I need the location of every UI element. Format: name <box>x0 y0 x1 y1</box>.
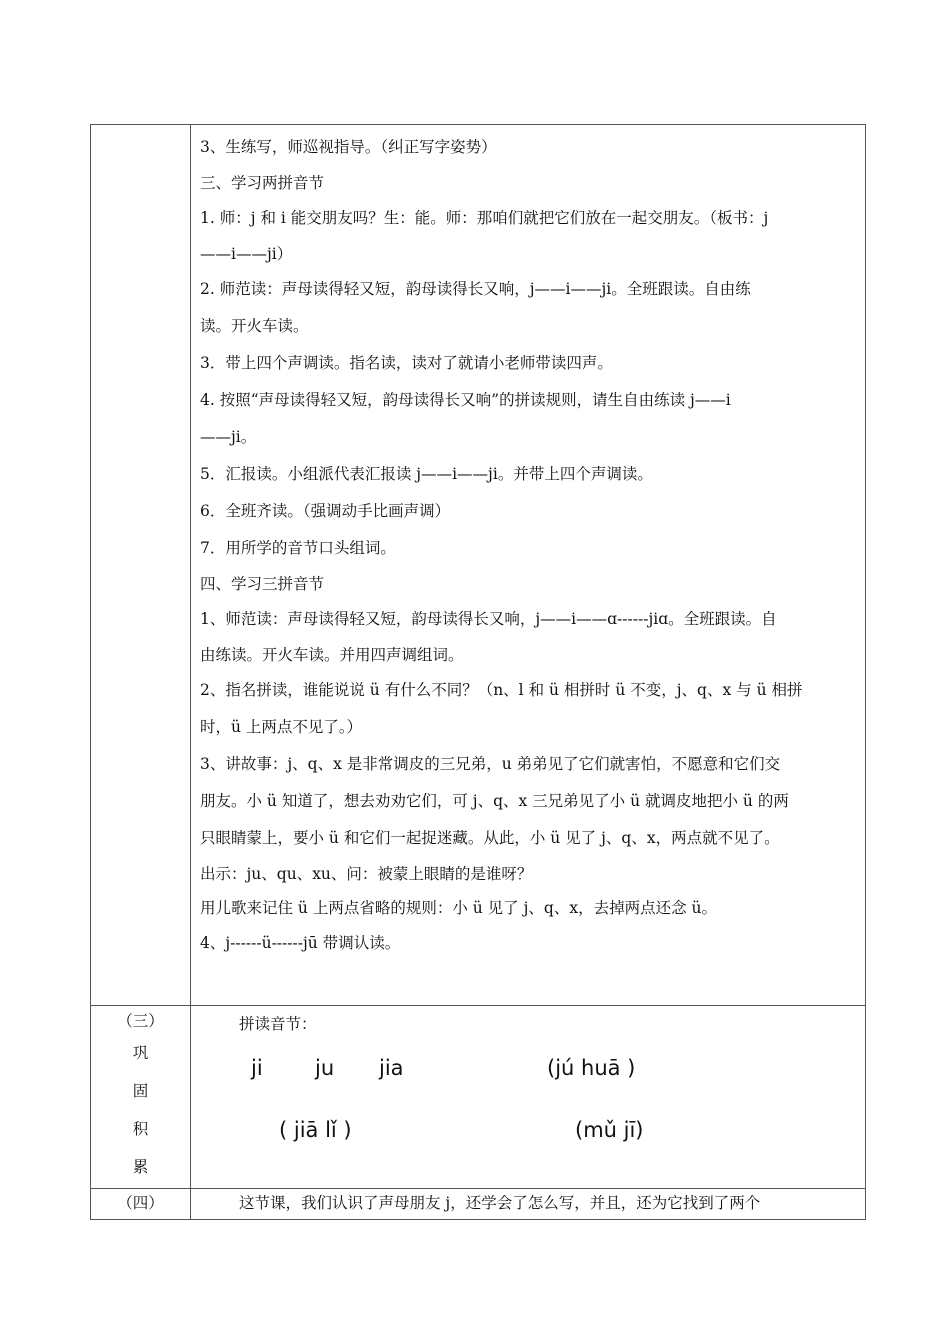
syllable: (jú huā ) <box>547 1056 636 1080</box>
left-label-cell <box>91 125 191 1006</box>
content-line: 3、讲故事：j、q、x 是非常调皮的三兄弟，u 弟弟见了它们就害怕，不愿意和它们交 <box>200 755 781 773</box>
lesson-plan-table <box>90 124 866 1220</box>
syllable: ji <box>251 1056 263 1080</box>
content-line: 5．汇报读。小组派代表汇报读 j——i——ji。并带上四个声调读。 <box>200 465 653 483</box>
syllable: ( jiā lǐ ) <box>279 1118 352 1142</box>
syllable: (mǔ jī) <box>575 1118 644 1142</box>
content-line: 四、学习三拼音节 <box>200 575 325 593</box>
content-line: 3．带上四个声调读。指名读，读对了就请小老师带读四声。 <box>200 354 613 372</box>
content-line: 由练读。开火车读。并用四声调组词。 <box>200 646 464 664</box>
content-line: 朋友。小 ü 知道了，想去劝劝它们，可 j、q、x 三兄弟见了小 ü 就调皮地把小 ü 的两 <box>200 792 789 810</box>
content-line: ——i——ji） <box>200 245 293 263</box>
content-line: 三、学习两拼音节 <box>200 174 325 192</box>
content-line: 1. 师：j 和 i 能交朋友吗？生：能。师：那咱们就把它们放在一起交朋友。（板书：j <box>200 209 769 227</box>
content-line: 时，ü 上两点不见了。） <box>200 718 363 736</box>
consolidation-label-cell <box>91 1006 191 1189</box>
consolidation-content-cell <box>191 1006 866 1189</box>
syllable: ju <box>315 1056 335 1080</box>
content-line: 4、j------ü------jū 带调认读。 <box>200 934 401 952</box>
pindu-heading: 拼读音节： <box>239 1015 317 1033</box>
content-line: 读。开火车读。 <box>200 317 309 335</box>
label-char: 积 <box>132 1120 149 1138</box>
content-line: 7．用所学的音节口头组词。 <box>200 539 396 557</box>
process-content-cell <box>191 125 866 1006</box>
summary-label-cell: （四） <box>91 1189 191 1220</box>
content-line: 2、指名拼读，谁能说说 ü 有什么不同？（n、l 和 ü 相拼时 ü 不变，j、q、x 与 ü 相拼 <box>200 681 803 699</box>
content-line: 4. 按照“声母读得轻又短，韵母读得长又响”的拼读规则，请生自由练读 j——i <box>200 391 731 409</box>
content-line: 用儿歌来记住 ü 上两点省略的规则：小 ü 见了 j、q、x，去掉两点还念 ü。 <box>200 899 717 917</box>
syllable: jia <box>379 1056 404 1080</box>
content-line: 6．全班齐读。（强调动手比画声调） <box>200 502 451 520</box>
label-char: 巩 <box>132 1044 149 1062</box>
content-line: 2. 师范读：声母读得轻又短，韵母读得长又响，j——i——ji。全班跟读。自由练 <box>200 280 751 298</box>
content-line: 只眼睛蒙上，要小 ü 和它们一起捉迷藏。从此，小 ü 见了 j、q、x，两点就不见了。 <box>200 829 780 847</box>
table-row-summary <box>91 1189 866 1220</box>
label-char: 累 <box>132 1158 149 1176</box>
table-row-process <box>91 125 866 1006</box>
content-line: 出示：ju、qu、xu、问：被蒙上眼睛的是谁呀？ <box>200 865 533 883</box>
content-line: 3、生练写，师巡视指导。（纠正写字姿势） <box>200 138 497 156</box>
content-line: ——ji。 <box>200 428 257 446</box>
content-line: 1、师范读：声母读得轻又短，韵母读得长又响，j——i——ɑ------jiɑ。全班跟读。自 <box>200 610 777 628</box>
label-char: 固 <box>132 1082 149 1100</box>
summary-text-cell: 这节课，我们认识了声母朋友 j，还学会了怎么写，并且，还为它找到了两个 <box>191 1189 866 1220</box>
label-char: （三） <box>117 1012 164 1030</box>
table-row-consolidation <box>91 1006 866 1189</box>
